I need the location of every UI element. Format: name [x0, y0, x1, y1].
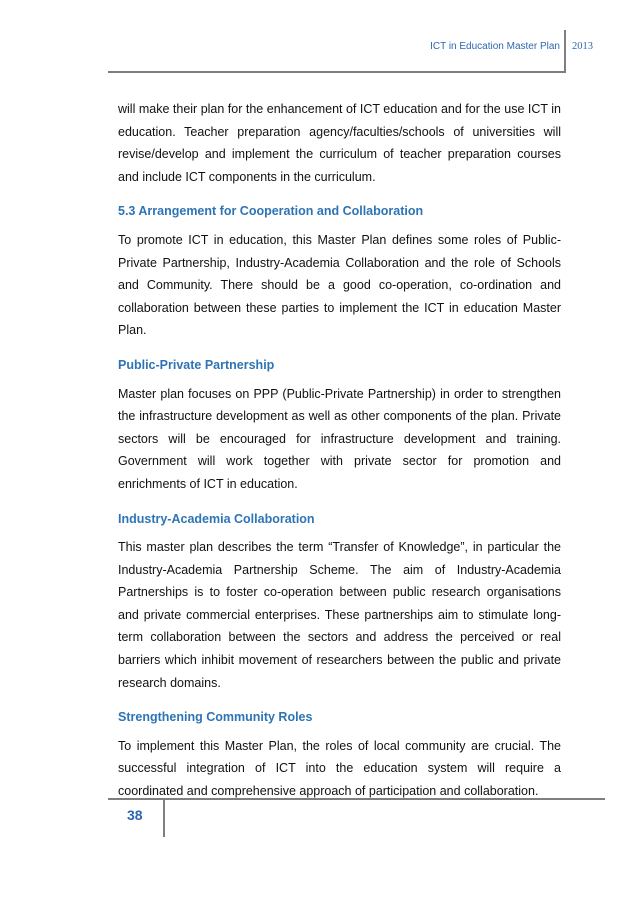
- header-vertical-rule: [564, 30, 566, 73]
- running-header-title: ICT in Education Master Plan: [430, 41, 560, 52]
- paragraph-community-roles: To implement this Master Plan, the roles of local community are crucial. The successful integration of ICT into the education system will require a coordinated and comprehensive approach of participation and collaboration.: [118, 738, 561, 799]
- page-number: 38: [127, 807, 143, 823]
- header-horizontal-rule: [108, 71, 566, 73]
- paragraph-industry-academia: This master plan describes the term “Transfer of Knowledge”, in particular the Industry-Academia Partnership Scheme. The aim of Industry-Academia Partnerships is to foster co-operation between public research organisations and private commercial enterprises. These partnerships aim to stimulate long-term collaboration between the sectors and address the perceived or real barriers which inhibit movement of researchers between the public and private research domains.: [118, 540, 561, 690]
- running-header-year: 2013: [572, 41, 593, 52]
- footer-vertical-rule: [163, 799, 165, 837]
- section-heading-5-3: 5.3 Arrangement for Cooperation and Collaboration: [118, 204, 424, 219]
- subheading-public-private-partnership: Public-Private Partnership: [118, 357, 275, 372]
- subheading-industry-academia: Industry-Academia Collaboration: [118, 511, 315, 526]
- page-body: [118, 98, 561, 803]
- subheading-community-roles: Strengthening Community Roles: [118, 710, 313, 725]
- paragraph-ppp: Master plan focuses on PPP (Public-Private Partnership) in order to strengthen the infrastructure development as well as other components of the plan. Private sectors will be encouraged for infrastructure development and training. Government will work together with private sector for promotion and enrichments of ICT in education.: [118, 386, 561, 491]
- paragraph-continuation: will make their plan for the enhancement of ICT education and for the use ICT in education. Teacher preparation agency/faculties/schools of universities will revise/develop and implement the curriculum of teacher preparation courses and include ICT components in the curriculum.: [118, 102, 561, 184]
- footer-horizontal-rule: [108, 798, 605, 800]
- paragraph-cooperation-intro: To promote ICT in education, this Master Plan defines some roles of Public-Private Partnership, Industry-Academia Collaboration and the role of Schools and Community. There should be a good co-operation, co-ordination and collaboration between these parties to implement the ICT in education Master Plan.: [118, 232, 561, 338]
